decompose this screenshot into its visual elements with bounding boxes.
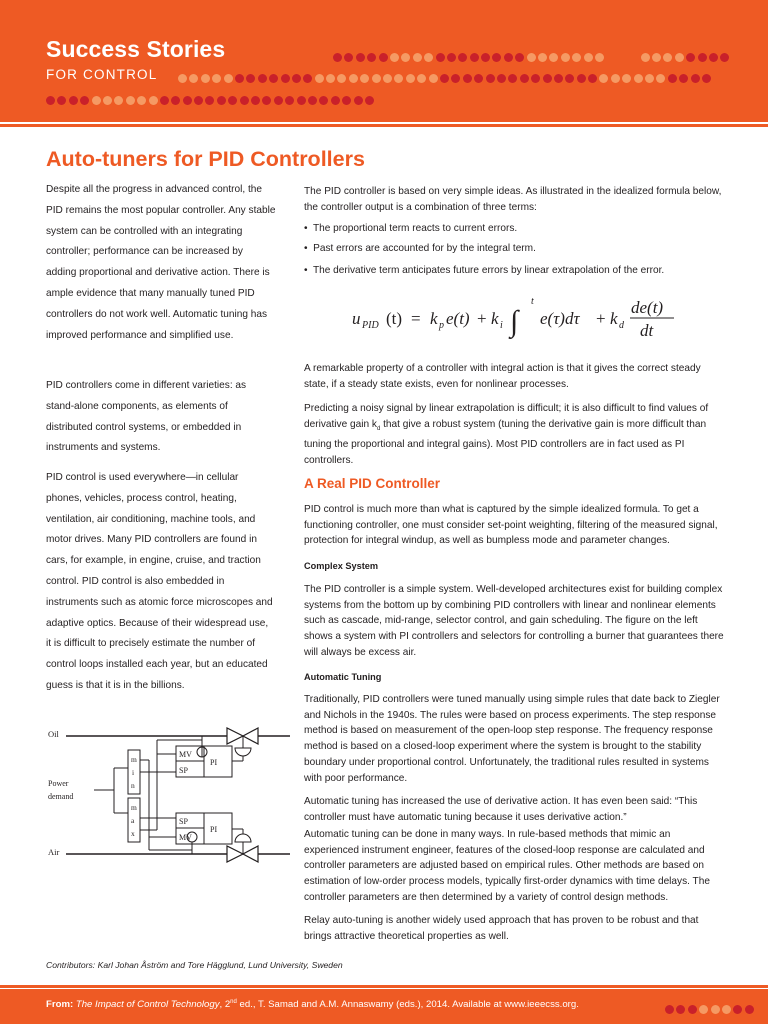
left-paragraph-3: PID control is used everywhere—in cellular phones, vehicles, process control, heating, ventilation, air conditioning, machine tools, and motor drives. Many PID controllers are found in cars, for example, in engine, cruise, and traction control. PID control is also embedded in instruments such as atomic force microscopes and adaptive optics. Because of their widespread use, it is difficult to precisely estimate the number of control loops installed each year, but an educated guess is that it is in the billions. [46, 472, 273, 691]
decorative-dot [436, 53, 445, 62]
decorative-dot [246, 74, 255, 83]
pid-formula [350, 294, 680, 344]
decorative-dot [561, 53, 570, 62]
bullet-1: • The proportional term reacts to current errors. [304, 223, 518, 234]
decorative-dots-row-1 [333, 49, 732, 67]
decorative-dot [538, 53, 547, 62]
decorative-dot [584, 53, 593, 62]
decorative-dot [668, 74, 677, 83]
decorative-dot [458, 53, 467, 62]
decorative-dot [212, 74, 221, 83]
decorative-dot [599, 74, 608, 83]
decorative-dot [92, 96, 101, 105]
decorative-dot [699, 1005, 708, 1014]
decorative-dot [470, 53, 479, 62]
decorative-dot [652, 53, 661, 62]
formula-e-t: e(t) [446, 309, 470, 328]
decorative-dot [114, 96, 123, 105]
left-paragraph-1: Despite all the progress in advanced control, the PID remains the most popular controller. Any stable system can be controlled with an integrating controller; performance can be increased by adding proportional and derivative action. There is ample evidence that many manually tuned PID controllers do not work well. Automatic tuning has improved performance and simplified use. [46, 184, 276, 341]
formula-ki: k [491, 309, 499, 328]
decorative-dot [354, 96, 363, 105]
bullet-2-text: Past errors are accounted for by the integral term. [313, 243, 536, 254]
decorative-dot [126, 96, 135, 105]
decorative-dot [379, 53, 388, 62]
decorative-dot [486, 74, 495, 83]
footer-citation [46, 999, 579, 1010]
decorative-dot [383, 74, 392, 83]
decorative-dot [554, 74, 563, 83]
bullet-3-text: The derivative term anticipates future errors by linear extrapolation of the error. [312, 265, 665, 276]
auto-tuning-paragraph-4: Relay auto-tuning is another widely used approach that has proven to be robust and that brings attractive theoretical properties as well. [304, 915, 699, 942]
bullet-2: • Past errors are accounted for by the integral term. [304, 243, 536, 254]
decorative-dot [394, 74, 403, 83]
decorative-dot [665, 1005, 674, 1014]
contributors-line: Contributors: Karl Johan Åström and Tore Hägglund, Lund University, Sweden [46, 960, 343, 970]
decorative-dot [178, 74, 187, 83]
complex-system-paragraph: The PID controller is a simple system. Well-developed architectures exist for building complex systems from the bottom up by combining PID controllers with linear and nonlinear elements such as cascade, mid-range, selector control, and gain scheduling. The figure on the left shows a system with PI controllers and selectors for controlling a burner that guarantees there will always be excess air. [304, 584, 724, 658]
min-label-i: i [132, 768, 135, 777]
decorative-dot [360, 74, 369, 83]
formula-int-upper: t [531, 296, 534, 307]
decorative-dot [549, 53, 558, 62]
subheading-complex-system: Complex System [304, 561, 379, 571]
decorative-dot [372, 74, 381, 83]
decorative-dot [80, 96, 89, 105]
decorative-dot [285, 96, 294, 105]
decorative-dot [251, 96, 260, 105]
decorative-dot [367, 53, 376, 62]
decorative-dot [331, 96, 340, 105]
formula-plus-1: + [477, 309, 487, 328]
formula-kd: k [610, 309, 618, 328]
decorative-dot [356, 53, 365, 62]
decorative-dot [349, 74, 358, 83]
decorative-dot [497, 74, 506, 83]
decorative-dot [137, 96, 146, 105]
decorative-dot [429, 74, 438, 83]
decorative-dot [258, 74, 267, 83]
decorative-dot [447, 53, 456, 62]
decorative-dot [527, 53, 536, 62]
article-title: Auto-tuners for PID Controllers [46, 147, 365, 171]
decorative-dot [504, 53, 513, 62]
decorative-dot [297, 96, 306, 105]
footer-decorative-dots [665, 1001, 756, 1019]
demand-label: demand [48, 792, 74, 801]
auto-tuning-paragraph-1: Traditionally, PID controllers were tuned manually using simple rules that date back to Ziegler and Nichols in the 1940s. The rules were based on process experiments. The step response method is based on measurement of the open-loop step response. The frequency response method is based on a closed-loop experiment where the system is brought to the stability boundary under proportional control. Unfortunately, the traditional rules resulted in systems with poor performance. [304, 694, 720, 784]
air-label: Air [48, 847, 60, 857]
decorative-dot [308, 96, 317, 105]
pi-bottom-label: PI [210, 825, 218, 834]
decorative-dot [656, 74, 665, 83]
decorative-dot [451, 74, 460, 83]
decorative-dot [691, 74, 700, 83]
formula-kp-sub: p [439, 320, 444, 331]
decorative-dot [235, 74, 244, 83]
decorative-dot [69, 96, 78, 105]
prediction-text-b: that give a robust system (tuning the derivative gain is more difficult than tuning the proportional and integral gains). Most PID controllers are in fact used as PI controllers. [304, 418, 707, 467]
decorative-dot [622, 74, 631, 83]
sp-bottom-label: SP [179, 817, 188, 826]
decorative-dot [315, 74, 324, 83]
formula-kd-sub: d [619, 320, 624, 331]
left-paragraph-2: PID controllers come in different varieties: as stand-alone components, as elements of distributed control systems, or embedded in instruments and systems. [46, 380, 247, 454]
decorative-dot [572, 53, 581, 62]
series-title: Success Stories [46, 36, 226, 62]
mv-bottom-label: MV [179, 833, 192, 842]
decorative-dot [406, 74, 415, 83]
decorative-dot [205, 96, 214, 105]
decorative-dot [709, 53, 718, 62]
formula-u-sub: PID [362, 320, 379, 331]
decorative-dot [543, 74, 552, 83]
integral-action-paragraph: A remarkable property of a controller with integral action is that it gives the correct steady state, if a steady state exists, even for nonlinear processes. [304, 363, 701, 390]
footer-edition-sup: nd [230, 999, 237, 1005]
decorative-dot [326, 74, 335, 83]
decorative-dot [645, 74, 654, 83]
formula-arg-t: (t) [386, 309, 403, 328]
decorative-dot [508, 74, 517, 83]
decorative-dot [292, 74, 301, 83]
decorative-dot [228, 96, 237, 105]
auto-tuning-paragraph-2: Automatic tuning has increased the use of derivative action. It has even been said: “This controller must have automatic tuning because it uses derivative action.” [304, 796, 698, 823]
decorative-dot [588, 74, 597, 83]
decorative-dot [171, 96, 180, 105]
decorative-dot [262, 96, 271, 105]
decorative-dot [149, 96, 158, 105]
decorative-dot [629, 53, 638, 62]
subheading-automatic-tuning: Automatic Tuning [304, 672, 382, 682]
decorative-dot [722, 1005, 731, 1014]
burner-control-diagram [44, 718, 294, 870]
decorative-dot [474, 74, 483, 83]
section-heading-real-pid: A Real PID Controller [304, 476, 441, 491]
real-pid-paragraph: PID control is much more than what is captured by the simple idealized formula. To get a functioning controller, one must consider set-point weighting, filtering of the measured signal, protection for integral windup, as well as bumpless mode and parameter changes. [304, 504, 718, 547]
decorative-dot [281, 74, 290, 83]
formula-numerator: de(t) [631, 298, 664, 317]
decorative-dot [240, 96, 249, 105]
decorative-dot [720, 53, 729, 62]
decorative-dot [217, 96, 226, 105]
formula-denominator: dt [640, 321, 654, 340]
formula-plus-2: + [596, 309, 606, 328]
series-subtitle: FOR CONTROL [46, 67, 158, 82]
decorative-dot [595, 53, 604, 62]
intro-paragraph: The PID controller is based on very simple ideas. As illustrated in the idealized formula below, the controller output is a combination of three terms: [304, 186, 722, 213]
prediction-text-a: Predicting a noisy signal by linear extrapolation is difficult; it is also difficult to find values of derivative gain k [304, 403, 709, 430]
formula-integrand: e(τ)dτ [540, 309, 580, 328]
max-label-a: a [131, 816, 135, 825]
decorative-dot [663, 53, 672, 62]
formula-ki-sub: i [500, 320, 503, 331]
decorative-dot [194, 96, 203, 105]
decorative-dot [189, 74, 198, 83]
decorative-dot [688, 1005, 697, 1014]
decorative-dot [531, 74, 540, 83]
decorative-dot [745, 1005, 754, 1014]
max-label-x: x [131, 829, 135, 838]
decorative-dot [274, 96, 283, 105]
decorative-dot [676, 1005, 685, 1014]
footer-from-label: From: [46, 999, 76, 1011]
decorative-dot [492, 53, 501, 62]
sp-top-label: SP [179, 766, 188, 775]
power-label: Power [48, 779, 69, 788]
formula-u: u [352, 309, 361, 328]
decorative-dot [103, 96, 112, 105]
decorative-dot [634, 74, 643, 83]
decorative-dot [160, 96, 169, 105]
decorative-dot [401, 53, 410, 62]
decorative-dot [675, 53, 684, 62]
decorative-dot [303, 74, 312, 83]
max-label-m: m [131, 803, 137, 812]
decorative-dots-row-3 [46, 92, 376, 110]
decorative-dot [424, 53, 433, 62]
decorative-dot [606, 53, 615, 62]
decorative-dot [520, 74, 529, 83]
decorative-dot [641, 53, 650, 62]
formula-integral-sign: ∫ [510, 305, 519, 338]
decorative-dot [618, 53, 627, 62]
decorative-dot [319, 96, 328, 105]
decorative-dot [413, 53, 422, 62]
bullet-1-text: The proportional term reacts to current errors. [312, 223, 518, 234]
decorative-dot [440, 74, 449, 83]
formula-eq: = [411, 309, 421, 328]
prediction-kd-sub: d [376, 425, 381, 432]
pi-top-label: PI [210, 758, 218, 767]
mv-top-label: MV [179, 750, 192, 759]
footer-rest: ed., T. Samad and A.M. Annaswamy (eds.), 2014. Available at www.ieeecss.org. [236, 999, 579, 1011]
header-rule [0, 122, 768, 124]
bullet-3: • The derivative term anticipates future errors by linear extrapolation of the error. [304, 265, 665, 276]
oil-label: Oil [48, 729, 59, 739]
decorative-dot [515, 53, 524, 62]
decorative-dot [686, 53, 695, 62]
footer-book-title: The Impact of Control Technology [75, 999, 220, 1011]
decorative-dot [679, 74, 688, 83]
decorative-dot [365, 96, 374, 105]
min-label-n: n [131, 781, 135, 790]
auto-tuning-paragraph-3: Automatic tuning can be done in many ways. In rule-based methods that mimic an experienced instrument engineer, features of the closed-loop response are calculated and controller parameters are adjusted based on empirical rules. Other methods are based on estimation of low-order process models, typically first-order dynamics with time delays. The controller parameters are then determined by a variety of control design methods. [304, 829, 710, 903]
decorative-dot [611, 74, 620, 83]
header-banner [0, 0, 768, 127]
decorative-dot [577, 74, 586, 83]
decorative-dot [698, 53, 707, 62]
decorative-dot [342, 96, 351, 105]
decorative-dot [344, 53, 353, 62]
footer-rule [0, 988, 768, 989]
decorative-dot [57, 96, 66, 105]
decorative-dot [390, 53, 399, 62]
decorative-dot [201, 74, 210, 83]
footer-edition: , 2 [219, 999, 231, 1011]
footer-banner [0, 985, 768, 1024]
decorative-dot [565, 74, 574, 83]
decorative-dot [417, 74, 426, 83]
decorative-dot [337, 74, 346, 83]
decorative-dot [711, 1005, 720, 1014]
decorative-dot [702, 74, 711, 83]
decorative-dot [46, 96, 55, 105]
decorative-dot [463, 74, 472, 83]
decorative-dot [269, 74, 278, 83]
decorative-dot [224, 74, 233, 83]
decorative-dot [333, 53, 342, 62]
formula-kp: k [430, 309, 438, 328]
decorative-dot [183, 96, 192, 105]
decorative-dot [733, 1005, 742, 1014]
decorative-dots-row-2 [178, 70, 713, 88]
prediction-paragraph [304, 401, 724, 469]
min-label-m: m [131, 755, 137, 764]
decorative-dot [481, 53, 490, 62]
